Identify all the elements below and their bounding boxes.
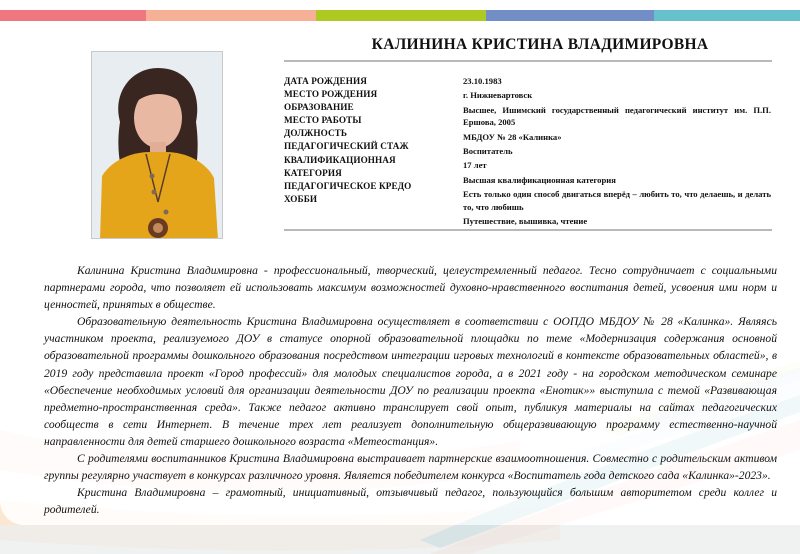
value-hobby: Путешествие, вышивка, чтение (463, 216, 588, 227)
value-category: Высшая квалификационная категория (463, 174, 616, 185)
stripe-green (316, 10, 486, 21)
label-experience: ПЕДАГОГИЧЕСКИЙ СТАЖ (284, 141, 409, 152)
stripe-pink (0, 10, 146, 21)
stripe-teal (654, 10, 800, 21)
value-birth-place: г. Нижневартовск (463, 90, 533, 101)
value-position: Воспитатель (463, 146, 513, 157)
divider-top (284, 60, 772, 62)
label-credo: ПЕДАГОГИЧЕСКОЕ КРЕДО (284, 180, 412, 191)
bio-paragraph-summary: Кристина Владимировна – грамотный, инициативный, отзывчивый педагог, пользующийся большим авторитетом среди коллег и родителей. (44, 486, 777, 517)
teacher-portrait-photo (91, 51, 223, 239)
stripe-blue (486, 10, 654, 21)
label-education: ОБРАЗОВАНИЕ (284, 102, 354, 113)
value-education: Высшее, Ишимский государственный педагогический институт им. П.П. Ершова, 2005 (463, 104, 771, 128)
value-birth-date: 23.10.1983 (463, 76, 502, 86)
divider-bottom (284, 229, 772, 231)
bio-paragraph-activity: Образовательную деятельность Кристина Владимировна осуществляет в соответствии с ООПДО МБДОУ № 28 «Калинка». Являясь участником проекта, реализуемого ДОУ в статусе опорной образовательной площадки по теме «Модернизация содержания основной образовательной программы дошкольного образования посредством интеграции игровых технологий в контексте образовательных областей», в 2019 году представила проект «Город профессий» для молодых специалистов города, а в 2021 году - на городском методическом семинаре «Обеспечение необходимых условий для организации деятельности ДОУ по реализации проекта «Енотик»» выступила с темой «Развивающая предметно-пространственная среда». Также педагог активно транслирует свой опыт, публикуя материалы на сайтах педагогических сообществ в сети Интернет. В течение трех лет реализует дополнительную общеразвивающую программу естественно-научной направленности для детей старшего дошкольного возраста «Метеостанция». (44, 315, 777, 448)
color-stripe-header (0, 10, 800, 21)
bio-paragraph-parents: С родителями воспитанников Кристина Владимировна выстраивает партнерские взаимоотношения. Совместно с родительским активом группы регулярно участвует в конкурсах различного уровня. Является победителем конкурса «Воспитатель года детского сада «Калинка»-2023». (44, 452, 777, 483)
profile-field-labels (284, 75, 411, 206)
stripe-peach (146, 10, 316, 21)
label-birth-place: МЕСТО РОЖДЕНИЯ (284, 89, 378, 100)
label-category: КАТЕГОРИЯ (284, 167, 342, 178)
portrait-illustration (92, 52, 223, 239)
profile-field-values (463, 75, 771, 227)
label-hobby: ХОББИ (284, 193, 318, 204)
value-experience: 17 лет (463, 160, 487, 171)
bio-paragraph-intro: Калинина Кристина Владимировна - профессиональный, творческий, целеустремленный педагог. Тесно сотрудничает с социальными партнерами города, что позволяет ей использовать максимум возможностей духовно-нравственного воспитания детей, усвоения ими норм и ценностей, принятых в обществе. (44, 264, 777, 312)
label-qualification: КВАЛИФИКАЦИОННАЯ (284, 154, 396, 165)
teacher-name-heading: КАЛИНИНА КРИСТИНА ВЛАДИМИРОВНА (371, 36, 709, 53)
label-workplace: МЕСТО РАБОТЫ (284, 115, 362, 126)
value-credo: Есть только один способ двигаться вперёд – любить то, что делаешь, и делать то, что любишь (463, 189, 771, 212)
value-workplace: МБДОУ № 28 «Калинка» (463, 131, 562, 142)
label-position: ДОЛЖНОСТЬ (284, 128, 348, 139)
biography-text (44, 262, 777, 518)
label-birth-date: ДАТА РОЖДЕНИЯ (284, 76, 367, 86)
